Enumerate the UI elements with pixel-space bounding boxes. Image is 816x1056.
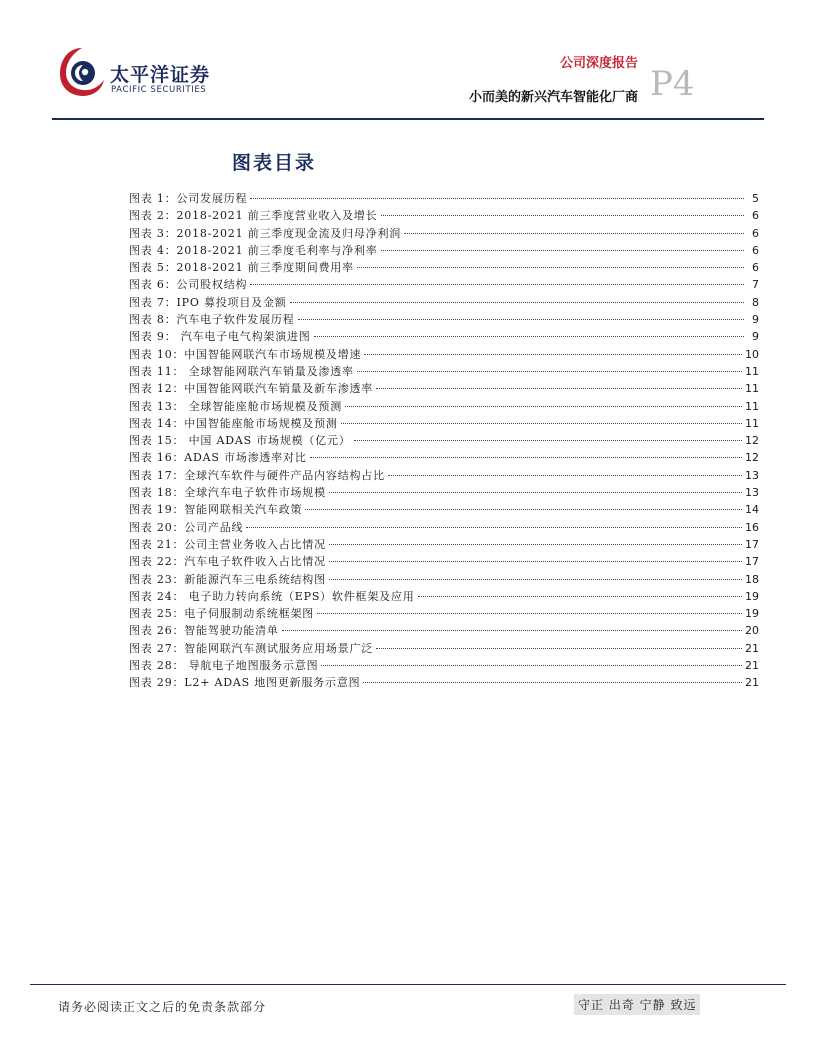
toc-entry[interactable] [129, 311, 759, 328]
toc-entry-label: 图表 11： 全球智能网联汽车销量及渗透率 [129, 364, 354, 378]
toc-entry-label: 图表 16：ADAS 市场渗透率对比 [129, 451, 307, 465]
toc-entry[interactable] [129, 207, 759, 224]
company-logo [56, 44, 236, 100]
toc-entry-page: 16 [745, 520, 759, 534]
toc-leader-dots [329, 492, 742, 493]
report-type: 公司深度报告 [559, 56, 638, 71]
toc-leader-dots [404, 233, 744, 234]
toc-entry[interactable] [129, 519, 759, 536]
toc-entry-label: 图表 4：2018-2021 前三季度毛利率与净利率 [129, 243, 378, 257]
toc-entry-label: 图表 28： 导航电子地图服务示意图 [129, 659, 319, 673]
toc-entry[interactable] [129, 484, 759, 501]
toc-entry-page: 9 [752, 313, 759, 327]
footer-divider [30, 984, 786, 985]
toc-entry-label: 图表 3：2018-2021 前三季度现金流及归母净利润 [129, 226, 402, 240]
toc-leader-dots [329, 561, 742, 562]
page-number: P4 [650, 64, 695, 104]
toc-entry[interactable] [129, 398, 759, 415]
toc-entry[interactable] [129, 640, 759, 657]
toc-leader-dots [329, 544, 742, 545]
toc-entry-page: 21 [745, 676, 759, 690]
toc-entry[interactable] [129, 328, 759, 345]
toc-entry-page: 21 [745, 641, 759, 655]
toc-entry-page: 20 [745, 624, 759, 638]
toc-leader-dots [381, 215, 745, 216]
toc-leader-dots [290, 302, 744, 303]
toc-entry[interactable] [129, 657, 759, 674]
toc-leader-dots [314, 336, 744, 337]
report-title: 小而美的新兴汽车智能化厂商 [468, 90, 638, 105]
toc-entry-page: 6 [752, 209, 759, 223]
toc-entry-label: 图表 23：新能源汽车三电系统结构图 [129, 572, 326, 586]
toc-entry-page: 7 [752, 278, 759, 292]
toc-entry-page: 12 [745, 451, 759, 465]
toc-entry-label: 图表 8：汽车电子软件发展历程 [129, 313, 295, 327]
toc-entry-page: 11 [745, 416, 759, 430]
toc-entry-page: 12 [745, 434, 759, 448]
toc-entry-page: 18 [745, 572, 759, 586]
toc-leader-dots [250, 198, 744, 199]
toc-entry-label: 图表 10：中国智能网联汽车市场规模及增速 [129, 347, 362, 361]
toc-entry-label: 图表 1：公司发展历程 [129, 192, 248, 205]
toc-entry[interactable] [129, 415, 759, 432]
toc-entry-page: 11 [745, 399, 759, 413]
toc-entry[interactable] [129, 363, 759, 380]
toc-entry[interactable] [129, 242, 759, 259]
toc-entry-page: 21 [745, 659, 759, 673]
toc-leader-dots [321, 665, 742, 666]
pacific-logo-icon [56, 44, 108, 100]
toc-entry[interactable] [129, 605, 759, 622]
toc-leader-dots [317, 613, 742, 614]
table-of-figures [129, 190, 759, 692]
toc-leader-dots [354, 440, 742, 441]
toc-leader-dots [376, 648, 742, 649]
toc-entry[interactable] [129, 501, 759, 518]
toc-entry-label: 图表 26：智能驾驶功能清单 [129, 624, 279, 638]
disclaimer-text: 请务必阅读正文之后的免责条款部分 [58, 1000, 267, 1014]
toc-entry-page: 13 [745, 486, 759, 500]
toc-entry-label: 图表 15： 中国 ADAS 市场规模（亿元） [129, 434, 351, 448]
toc-entry-page: 6 [752, 261, 759, 275]
toc-entry[interactable] [129, 259, 759, 276]
toc-leader-dots [305, 509, 742, 510]
toc-entry[interactable] [129, 225, 759, 242]
toc-entry[interactable] [129, 432, 759, 449]
toc-entry-page: 19 [745, 589, 759, 603]
toc-entry-label: 图表 6：公司股权结构 [129, 278, 248, 292]
toc-entry-page: 11 [745, 364, 759, 378]
toc-entry-label: 图表 13： 全球智能座舱市场规模及预测 [129, 399, 342, 413]
toc-leader-dots [357, 267, 744, 268]
toc-entry-page: 8 [752, 295, 759, 309]
toc-entry[interactable] [129, 294, 759, 311]
toc-entry-label: 图表 17：全球汽车软件与硬件产品内容结构占比 [129, 468, 385, 482]
toc-entry-page: 10 [745, 347, 759, 361]
toc-leader-dots [357, 371, 742, 372]
toc-entry-page: 6 [752, 243, 759, 257]
toc-leader-dots [364, 354, 742, 355]
toc-entry[interactable] [129, 553, 759, 570]
toc-entry[interactable] [129, 536, 759, 553]
toc-entry-page: 14 [745, 503, 759, 517]
toc-entry[interactable] [129, 449, 759, 466]
toc-entry-page: 19 [745, 607, 759, 621]
toc-entry-page: 6 [752, 226, 759, 240]
toc-entry-label: 图表 12：中国智能网联汽车销量及新车渗透率 [129, 382, 374, 396]
toc-entry[interactable] [129, 380, 759, 397]
logo-english-name: PACIFIC SECURITIES [111, 85, 207, 95]
toc-leader-dots [310, 457, 742, 458]
toc-entry[interactable] [129, 622, 759, 639]
toc-entry-label: 图表 29：L2+ ADAS 地图更新服务示意图 [129, 676, 361, 690]
toc-entry-page: 17 [745, 555, 759, 569]
toc-entry-label: 图表 19：智能网联相关汽车政策 [129, 503, 303, 517]
header-divider [52, 118, 764, 120]
toc-leader-dots [282, 630, 742, 631]
toc-leader-dots [250, 284, 744, 285]
toc-leader-dots [298, 319, 745, 320]
toc-entry-label: 图表 20：公司产品线 [129, 520, 244, 534]
toc-entry-label: 图表 14：中国智能座舱市场规模及预测 [129, 416, 338, 430]
toc-entry-label: 图表 7：IPO 募投项目及金额 [129, 295, 287, 309]
toc-leader-dots [418, 596, 742, 597]
toc-entry-page: 5 [752, 192, 759, 205]
toc-entry[interactable] [129, 674, 759, 691]
toc-entry[interactable] [129, 467, 759, 484]
company-motto: 守正 出奇 宁静 致远 [574, 994, 700, 1015]
toc-entry[interactable] [129, 588, 759, 605]
toc-entry-page: 11 [745, 382, 759, 396]
toc-entry[interactable] [129, 190, 759, 207]
logo-chinese-name: 太平洋证券 [110, 64, 211, 86]
toc-entry[interactable] [129, 276, 759, 293]
toc-entry-label: 图表 22：汽车电子软件收入占比情况 [129, 555, 326, 569]
toc-entry-page: 13 [745, 468, 759, 482]
toc-entry-label: 图表 24： 电子助力转向系统（EPS）软件框架及应用 [129, 589, 415, 603]
toc-leader-dots [388, 475, 742, 476]
toc-entry[interactable] [129, 571, 759, 588]
toc-entry-label: 图表 5：2018-2021 前三季度期间费用率 [129, 261, 354, 275]
toc-entry-label: 图表 27：智能网联汽车测试服务应用场景广泛 [129, 641, 374, 655]
toc-entry-label: 图表 2：2018-2021 前三季度营业收入及增长 [129, 209, 378, 223]
toc-leader-dots [341, 423, 742, 424]
toc-entry[interactable] [129, 346, 759, 363]
toc-entry-label: 图表 25：电子伺服制动系统框架图 [129, 607, 315, 621]
toc-entry-label: 图表 9： 汽车电子电气构架演进图 [129, 330, 311, 344]
toc-leader-dots [246, 527, 742, 528]
toc-leader-dots [363, 682, 742, 683]
toc-leader-dots [381, 250, 745, 251]
toc-entry-label: 图表 18：全球汽车电子软件市场规模 [129, 486, 326, 500]
toc-leader-dots [329, 579, 742, 580]
toc-leader-dots [376, 388, 742, 389]
toc-entry-page: 9 [752, 330, 759, 344]
toc-leader-dots [345, 406, 742, 407]
toc-entry-page: 17 [745, 537, 759, 551]
toc-heading: 图表目录 [232, 152, 317, 174]
toc-entry-label: 图表 21：公司主营业务收入占比情况 [129, 537, 326, 551]
